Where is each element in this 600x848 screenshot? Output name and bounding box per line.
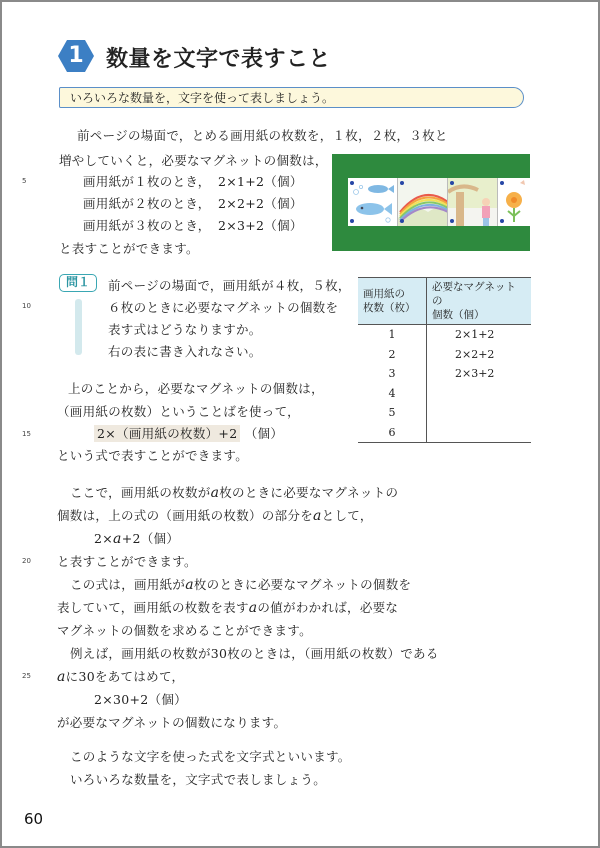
magnet-pin: [450, 219, 454, 223]
para3-line-1: [70, 483, 398, 501]
para5-line-3: が必要なマグネットの個数になります。: [57, 715, 287, 730]
formula-unit: （個）: [244, 426, 284, 441]
question-line-3: 表す式はどうなりますか。: [108, 322, 262, 337]
table-row: [358, 384, 531, 404]
cell-sheets: 5: [358, 403, 427, 423]
variable-a: a: [210, 485, 220, 501]
case-1-expr: 2×1+2（個）: [218, 174, 303, 189]
magnet-pin: [500, 219, 504, 223]
header-sheets: [358, 278, 427, 325]
intro-line-2: 増やしていくと，必要なマグネットの個数は，: [59, 153, 328, 168]
para5-formula: 2×30+2（個）: [94, 692, 187, 707]
text: として，: [321, 508, 373, 523]
cell-sheets: 4: [358, 384, 427, 404]
case-1-label: 画用紙が１枚のとき，: [83, 174, 211, 189]
para3-line-3: と表すことができます。: [57, 554, 197, 569]
cell-magnets: 2×1+2: [455, 328, 495, 341]
text: 2×: [94, 531, 114, 546]
page-number: 60: [24, 810, 44, 828]
variable-a: a: [313, 508, 322, 524]
line-number-25: 25: [22, 672, 31, 680]
section-title: 数量を文字で表すこと: [106, 47, 332, 72]
para2-line-1: 上のことから，必要なマグネットの個数は，: [68, 381, 324, 396]
text: ここで，画用紙の枚数が: [70, 485, 211, 500]
intro-line-3: と表すことができます。: [59, 241, 199, 256]
cell-sheets: 1: [358, 325, 427, 345]
case-3-label: 画用紙が３枚のとき，: [83, 218, 211, 233]
lesson-aim-banner: いろいろな数量を，文字を使って表しましょう。: [59, 87, 524, 108]
para2-line-3: という式で表すことができます。: [57, 448, 249, 463]
line-number-5: 5: [22, 177, 27, 185]
cell-sheets: 6: [358, 423, 427, 443]
line-number-15: 15: [22, 430, 31, 438]
case-2-expr: 2×2+2（個）: [218, 196, 303, 211]
variable-a: a: [248, 600, 258, 616]
header-magnets: [427, 278, 532, 325]
cell-magnets: 2×3+2: [455, 367, 495, 380]
table-row: [358, 345, 531, 365]
text: 枚のときに必要なマグネットの: [219, 485, 399, 500]
table-row: [358, 423, 531, 443]
line-number-10: 10: [22, 302, 31, 310]
header-sheets-line2: 枚数（枚）: [363, 302, 416, 314]
variable-a: a: [185, 577, 194, 593]
cell-sheets: 3: [358, 364, 427, 384]
para6-line-1: このような文字を使った式を文字式といいます。: [70, 749, 351, 764]
question-line-1: 前ページの場面で，画用紙が４枚，５枚，: [108, 278, 351, 293]
magnet-board-photo: [332, 154, 530, 251]
cell-magnets: 2×2+2: [455, 347, 495, 361]
para5-line-1: 例えば，画用紙の枚数が30枚のときは，（画用紙の枚数）である: [70, 646, 439, 661]
para4-line-1: [70, 575, 411, 593]
rainbow-drawing: [398, 178, 448, 226]
intro-line-1: 前ページの場面で，とめる画用紙の枚数を，１枚，２枚，３枚と: [77, 128, 448, 143]
cell-magnets-blank[interactable]: [427, 384, 532, 404]
section-number: 1: [68, 43, 84, 68]
para5-line-2: [57, 667, 184, 685]
cell-magnets-blank[interactable]: [427, 403, 532, 423]
line-number-20: 20: [22, 557, 31, 565]
magnet-pin: [500, 181, 504, 185]
drawing-paper-strip: [348, 178, 530, 226]
para2-line-2: （画用紙の枚数）ということばを使って，: [57, 404, 300, 419]
highlighted-formula: 2×（画用紙の枚数）+2: [94, 425, 240, 442]
magnet-pin: [400, 181, 404, 185]
variable-a: a: [57, 669, 66, 685]
question-line-4: 右の表に書き入れなさい。: [108, 344, 262, 359]
text: この式は，画用紙が: [70, 577, 186, 592]
magnet-count-table: [358, 277, 531, 443]
text: 枚のときに必要なマグネットの個数を: [193, 577, 412, 592]
text: 表していて，画用紙の枚数を表す: [57, 600, 249, 615]
para2-formula-line: [94, 424, 283, 442]
case-3-expr: 2×3+2（個）: [218, 218, 303, 233]
magnet-pin: [350, 181, 354, 185]
question-side-bar: [75, 299, 82, 355]
text: に30をあてはめて，: [65, 669, 185, 684]
magnet-pin: [400, 219, 404, 223]
variable-a: a: [113, 531, 122, 547]
para3-line-2: [57, 506, 373, 524]
table-row: [358, 364, 531, 384]
para4-line-3: マグネットの個数を求めることができます。: [57, 623, 312, 638]
fish-drawing: [348, 178, 398, 226]
header-sheets-line1: 画用紙の: [363, 288, 405, 300]
para4-line-2: [57, 598, 398, 616]
tree-and-girl-drawing: [448, 178, 498, 226]
table-header-row: [358, 278, 531, 325]
flower-drawing: [498, 178, 530, 226]
case-2-label: 画用紙が２枚のとき，: [83, 196, 211, 211]
question-badge: 問１: [59, 274, 97, 292]
text: の値がわかれば，必要な: [257, 600, 399, 615]
para3-formula: [94, 529, 179, 547]
header-magnets-line1: 必要なマグネットの: [432, 281, 516, 307]
text: 個数は，上の式の（画用紙の枚数）の部分を: [57, 508, 314, 523]
cell-magnets-blank[interactable]: [427, 423, 532, 443]
text: +2（個）: [121, 531, 180, 546]
question-line-2: ６枚のときに必要なマグネットの個数を: [108, 300, 339, 315]
table-row: [358, 325, 531, 345]
magnet-pin: [450, 181, 454, 185]
magnet-pin: [350, 219, 354, 223]
table-row: [358, 403, 531, 423]
header-magnets-line2: 個数（個）: [432, 309, 485, 321]
para6-line-2: いろいろな数量を，文字式で表しましょう。: [70, 772, 327, 787]
cell-sheets: 2: [358, 345, 427, 365]
